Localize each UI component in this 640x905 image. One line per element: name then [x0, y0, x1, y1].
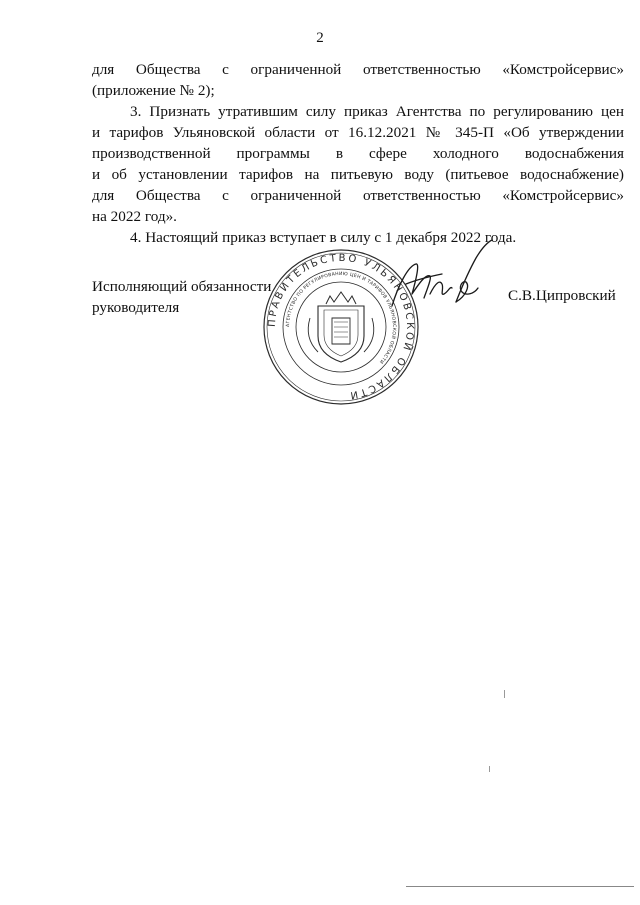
signatory-name: С.В.Ципровский — [508, 287, 616, 304]
page-bottom-rule — [406, 886, 634, 887]
signatory-position — [92, 276, 271, 318]
text-line: (приложение № 2); — [92, 82, 215, 99]
position-line: руководителя — [92, 299, 180, 316]
text-line: производственной программы в сфере холодного водоснабжения — [92, 145, 624, 162]
position-line: Исполняющий обязанности — [92, 278, 272, 295]
scan-mark — [504, 690, 505, 698]
seal-inner-text: АГЕНТСТВО ПО РЕГУЛИРОВАНИЮ ЦЕН И ТАРИФОВ УЛЬЯНОВСКОЙ ОБЛАСТИ — [285, 271, 397, 365]
text-line: 4. Настоящий приказ вступает в силу с 1 декабря 2022 года. — [130, 229, 517, 246]
text-line: и тарифов Ульяновской области от 16.12.2021 № 345-П «Об утверждении — [92, 124, 624, 141]
text-line: для Общества с ограниченной ответственностью «Комстройсервис» — [92, 61, 624, 78]
handwritten-signature-icon — [386, 236, 498, 320]
text-line: на 2022 год». — [92, 208, 177, 225]
text-line: и об установлении тарифов на питьевую воду (питьевое водоснабжение) — [92, 166, 624, 183]
text-line: для Общества с ограниченной ответственностью «Комстройсервис» — [92, 187, 624, 204]
coat-of-arms-icon — [308, 292, 374, 362]
scan-mark — [489, 766, 490, 772]
page-number: 2 — [316, 30, 324, 46]
order-text — [92, 59, 624, 248]
text-line: 3. Признать утратившим силу приказ Агентства по регулированию цен — [130, 103, 624, 120]
seal-outer-text: ПРАВИТЕЛЬСТВО УЛЬЯНОВСКОЙ ОБЛАСТИ — [266, 252, 416, 401]
